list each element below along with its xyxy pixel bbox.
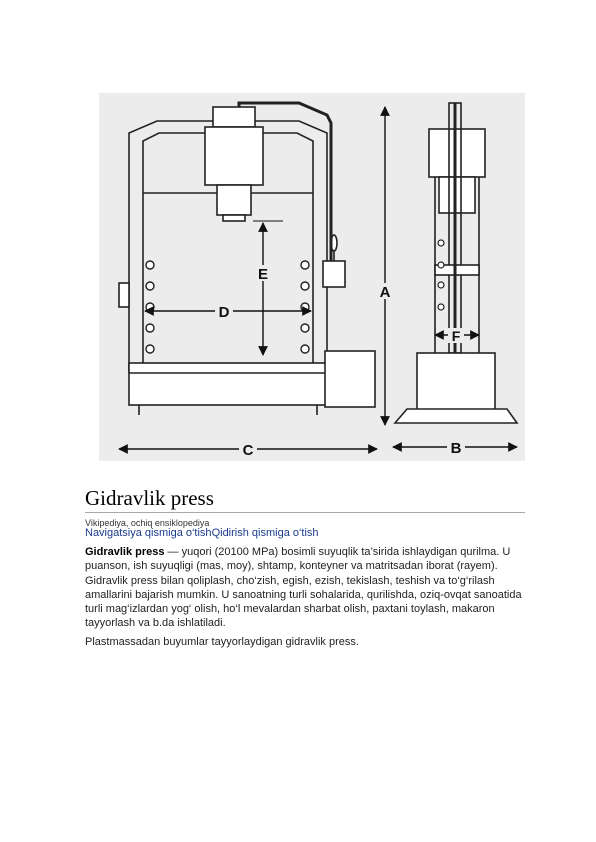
lead-text: — yuqori (20100 MPa) bosimli suyuqlik ta’sirida ishlaydigan qurilma. U puanson, ish suyuqligi (mas, moy), shtamp, konteyner va matritsadan iborat (rayem). Gidravlik press bilan qoliplash, cho‘zish, egish, ezish, tekislash, teshish va to‘g‘rilash amallarini bajarish mumkin. U sanoatning turli sohalarida, qurilishda, oziq-ovqat sanoatida turli mag‘izlardan yog‘ olish, ho‘l mevalardan sharbat olish, paxtani toylash, makaron tayyorlash va b.da ishlatiladi. — [85, 546, 522, 630]
lead-paragraph — [85, 545, 525, 631]
press-drawing — [99, 93, 525, 461]
svg-text:E: E — [257, 266, 269, 283]
lead-term: Gidravlik press — [85, 546, 165, 558]
svg-text:F: F — [451, 328, 461, 344]
svg-text:C: C — [242, 442, 254, 459]
hydraulic-press-diagram — [99, 93, 525, 461]
svg-text:A: A — [379, 284, 391, 301]
svg-text:B: B — [450, 440, 462, 457]
svg-text:D: D — [218, 304, 230, 321]
jump-links — [85, 527, 319, 539]
jump-to-navigation-link[interactable]: Navigatsiya qismiga o‘tish — [85, 527, 212, 539]
jump-to-search-link[interactable]: Qidirish qismiga o‘tish — [211, 527, 319, 539]
page-title: Gidravlik press — [85, 486, 525, 513]
site-tagline: Vikipediya, ochiq ensiklopediya — [85, 518, 210, 528]
image-caption: Plastmassadan buyumlar tayyorlaydigan gidravlik press. — [85, 636, 359, 648]
